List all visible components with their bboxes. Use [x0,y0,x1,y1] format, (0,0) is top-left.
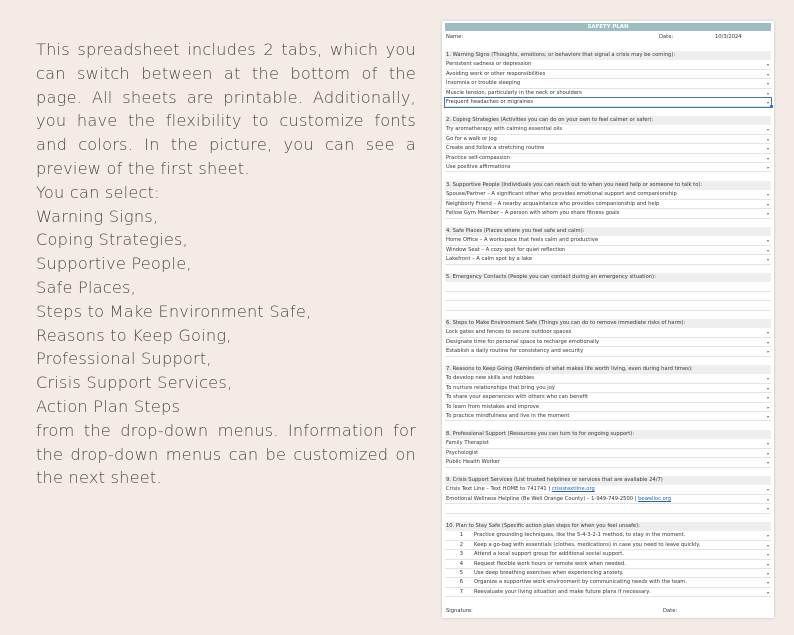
chevron-down-icon[interactable]: ▾ [766,487,769,493]
chevron-down-icon[interactable]: ▾ [766,238,769,244]
chevron-down-icon[interactable]: ▾ [766,90,769,96]
description-list-item: Steps to Make Environment Safe, [36,301,312,321]
emergency-contact-cell[interactable] [445,301,771,310]
description-list-item: Professional Support, [36,349,212,369]
description-list-item: Supportive People, [36,254,192,274]
chevron-down-icon[interactable]: ▾ [766,542,769,548]
reason-dropdown[interactable]: To practice mindfulness and live in the moment ▾ [445,412,771,421]
safety-plan-sheet [442,21,774,618]
supportive-person-dropdown[interactable]: Neighborly Friend – A nearby acquaintance who provides companionship and help ▾ [445,200,771,209]
plan-step-dropdown[interactable]: 7 Reevaluate your living situation and make future plans if necessary. ▾ [445,588,771,597]
safe-place-dropdown[interactable]: Home Office – A workspace that feels calm and productive ▾ [445,236,771,245]
chevron-down-icon[interactable]: ▾ [766,165,769,170]
chevron-down-icon[interactable]: ▾ [766,395,769,401]
reason-dropdown[interactable]: To nurture relationships that bring you joy ▾ [445,384,771,393]
chevron-down-icon[interactable]: ▾ [766,460,769,466]
section-header-safe-places: 4. Safe Places (Places where you feel safe and calm): [445,227,771,236]
description-list-item: Action Plan Steps [36,396,181,416]
reason-dropdown[interactable]: To learn from mistakes and improve ▾ [445,403,771,412]
description-list-item: Coping Strategies, [36,230,188,250]
chevron-down-icon[interactable]: ▾ [766,414,769,419]
chevron-down-icon[interactable]: ▾ [766,580,769,586]
chevron-down-icon[interactable]: ▾ [766,496,769,502]
warning-sign-dropdown[interactable]: Avoiding work or other responsibilities ▾ [445,70,771,79]
safe-place-dropdown[interactable]: Lakefront – A calm spot by a lake ▾ [445,255,771,264]
name-label: Name: [446,34,464,40]
chevron-down-icon[interactable]: ▾ [766,127,769,133]
date-value[interactable]: 10/3/2024 [715,34,742,40]
section-header-warning-signs: 1. Warning Signs (Thoughts, emotions, or behaviors that signal a crisis may be coming): [445,51,771,60]
section-header-environment-safe: 6. Steps to Make Environment Safe (Things you can do to remove immediate risks of harm): [445,319,771,328]
chevron-down-icon[interactable]: ▾ [766,330,769,336]
plan-step-dropdown[interactable]: 1 Practice grounding techniques, like the 5-4-3-2-1 method, to stay in the moment. ▾ [445,531,771,540]
section-header-coping-strategies: 2. Coping Strategies (Activities you can do on your own to feel calmer or safer): [445,116,771,125]
chevron-down-icon[interactable]: ▾ [766,385,769,391]
section-header-professional-support: 8. Professional Support (Resources you can turn to for ongoing support): [445,430,771,439]
chevron-down-icon[interactable]: ▾ [766,404,769,410]
bewelloc-link[interactable]: bewelloc.org [638,495,672,502]
warning-sign-dropdown[interactable]: Muscle tension, particularly in the neck or shoulders ▾ [445,89,771,98]
chevron-down-icon[interactable]: ▾ [766,71,769,77]
date-label: Date: [659,34,674,40]
warning-sign-dropdown[interactable]: Persistent sadness or depression ▾ [445,60,771,69]
coping-strategy-dropdown[interactable]: Use positive affirmations ▾ [445,163,771,172]
plan-step-dropdown[interactable]: 3 Attend a local support group for additional social support. ▾ [445,550,771,559]
reason-dropdown[interactable]: To develop new skills and hobbies ▾ [445,374,771,383]
signature-row [445,607,771,616]
emergency-contact-cell[interactable] [445,282,771,291]
chevron-down-icon[interactable]: ▾ [766,192,769,198]
name-date-row [445,33,771,42]
chevron-down-icon[interactable]: ▾ [766,100,769,105]
plan-step-dropdown[interactable]: 2 Keep a go-bag with essentials (clothes, medications) in case you need to leave quickly. ▾ [445,541,771,550]
warning-sign-dropdown-selected[interactable]: Frequent headaches or migraines ▾ [445,98,771,107]
chevron-down-icon[interactable]: ▾ [766,376,769,382]
chevron-down-icon[interactable]: ▾ [766,136,769,142]
professional-support-dropdown[interactable]: Family Therapist ▾ [445,439,771,448]
description-list-item: Safe Places, [36,277,137,297]
description-paragraph-1: This spreadsheet includes 2 tabs, which you can switch between at the bottom of the page. All sheets are printable. Additionally, you have the flexibility to customize fonts and colors. In the picture, you can see a preview of the first sheet. [36,40,416,178]
sheet-title: SAFETY PLAN [445,23,771,31]
plan-step-dropdown[interactable]: 6 Organize a supportive work environment by communicating needs with the team. ▾ [445,578,771,587]
chevron-down-icon[interactable]: ▾ [766,450,769,456]
chevron-down-icon[interactable]: ▾ [766,211,769,217]
chevron-down-icon[interactable]: ▾ [766,62,769,68]
emergency-contact-cell[interactable] [445,292,771,301]
coping-strategy-dropdown[interactable]: Practice self-compassion ▾ [445,154,771,163]
crisis-text-line-link[interactable]: crisistextline.org [551,486,595,493]
chevron-down-icon[interactable]: ▾ [766,561,769,567]
supportive-person-dropdown[interactable]: Spouse/Partner – A significant other who provides emotional support and companionship ▾ [445,190,771,199]
crisis-service-dropdown[interactable]: Emotional Wellness Helpline (Be Well Orange County) – 1-949-749-2500 | bewelloc.org ▾ [445,495,771,504]
chevron-down-icon[interactable]: ▾ [766,247,769,253]
coping-strategy-dropdown[interactable]: Try aromatherapy with calming essential oils ▾ [445,125,771,134]
chevron-down-icon[interactable]: ▾ [766,349,769,355]
fill-handle[interactable] [770,105,773,108]
chevron-down-icon[interactable]: ▾ [766,155,769,161]
description-intro: You can select: [36,182,160,202]
reason-dropdown[interactable]: To share your experiences with others who can benefit ▾ [445,393,771,402]
safe-place-dropdown[interactable]: Window Seat – A cozy spot for quiet reflection ▾ [445,246,771,255]
signature-date-label: Date: [663,608,678,614]
professional-support-dropdown[interactable]: Public Health Worker ▾ [445,458,771,467]
chevron-down-icon[interactable]: ▾ [766,146,769,152]
chevron-down-icon[interactable]: ▾ [766,552,769,558]
chevron-down-icon[interactable]: ▾ [766,589,769,595]
description-paragraph-2: from the drop-down menus. Information for the drop-down menus can be customized on the next sheet. [36,420,416,488]
chevron-down-icon[interactable]: ▾ [766,81,769,87]
professional-support-dropdown[interactable]: Psychologist ▾ [445,449,771,458]
description-list-item: Warning Signs, [36,206,159,226]
plan-step-dropdown[interactable]: 4 Request flexible work hours or remote work when needed. ▾ [445,560,771,569]
description-list-item: Crisis Support Services, [36,373,233,393]
section-header-crisis-services: 9. Crisis Support Services (List trusted helplines or services that are available 24/7) [445,476,771,485]
section-header-supportive-people: 3. Supportive People (Individuals you can reach out to when you need help or someone to talk to): [445,181,771,190]
product-description [36,38,416,490]
section-header-plan-stay-safe: 10. Plan to Stay Safe (Specific action plan steps for when you feel unsafe): [445,522,771,531]
section-header-reasons-keep-going: 7. Reasons to Keep Going (Reminders of what makes life worth living, even during hard times): [445,365,771,374]
crisis-service-dropdown[interactable] [445,504,771,513]
supportive-person-dropdown[interactable]: Fellow Gym Member – A person with whom you share fitness goals ▾ [445,209,771,218]
chevron-down-icon[interactable]: ▾ [766,441,769,447]
chevron-down-icon[interactable]: ▾ [766,257,769,263]
warning-sign-dropdown[interactable]: Insomnia or trouble sleeping ▾ [445,79,771,88]
environment-step-dropdown[interactable]: Lock gates and fences to secure outdoor spaces ▾ [445,328,771,337]
chevron-down-icon[interactable]: ▾ [766,533,769,539]
environment-step-dropdown[interactable]: Designate time for personal space to recharge emotionally ▾ [445,338,771,347]
coping-strategy-dropdown[interactable]: Create and follow a stretching routine ▾ [445,144,771,153]
coping-strategy-dropdown[interactable]: Go for a walk or jog ▾ [445,135,771,144]
section-header-emergency-contacts: 5. Emergency Contacts (People you can contact during an emergency situation): [445,273,771,282]
crisis-service-dropdown[interactable]: Crisis Text Line – Text HOME to 741741 | crisistextline.org ▾ [445,485,771,494]
environment-step-dropdown[interactable]: Establish a daily routine for consistency and security ▾ [445,347,771,356]
chevron-down-icon[interactable]: ▾ [766,506,769,512]
chevron-down-icon[interactable]: ▾ [766,339,769,345]
chevron-down-icon[interactable]: ▾ [766,201,769,207]
description-list-item: Reasons to Keep Going, [36,325,232,345]
signature-label: Signature: [446,608,473,614]
plan-step-dropdown[interactable]: 5 Use deep breathing exercises when experiencing anxiety. ▾ [445,569,771,578]
chevron-down-icon[interactable]: ▾ [766,571,769,576]
